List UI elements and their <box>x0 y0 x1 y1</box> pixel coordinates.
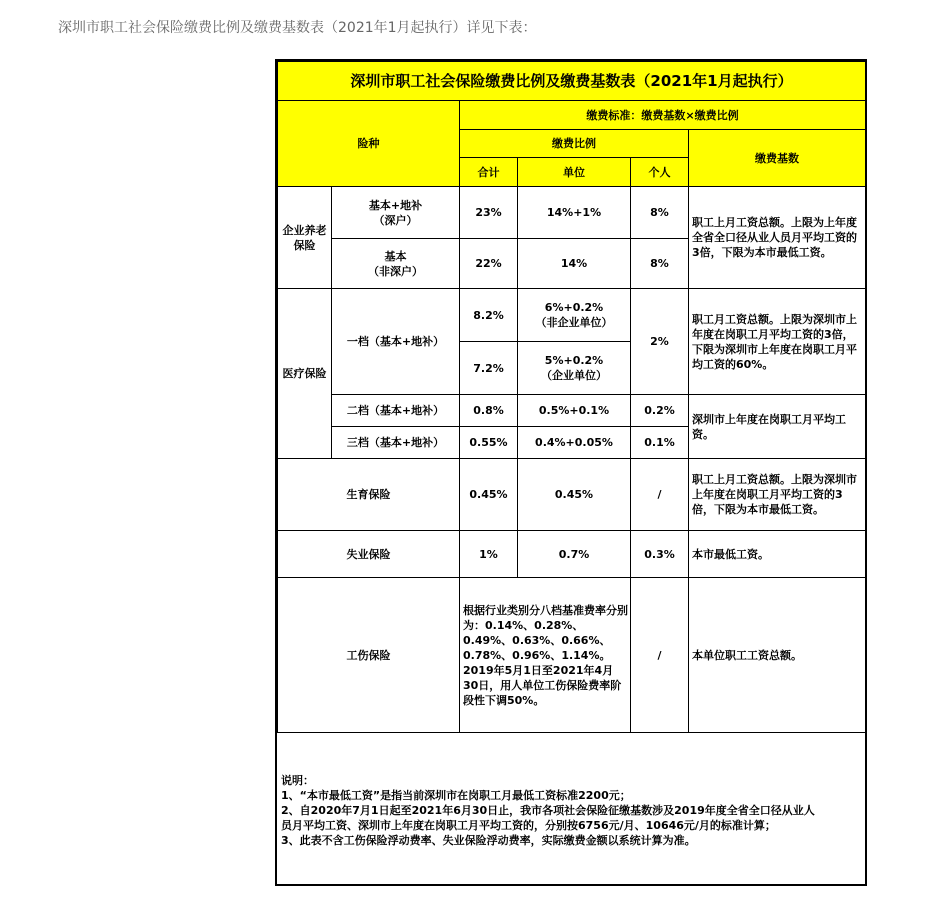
table-title: 深圳市职工社会保险缴费比例及缴费基数表（2021年1月起执行） <box>278 62 866 101</box>
maternity-unit: 0.45% <box>518 459 631 531</box>
medical-tier3-unit: 0.4%+0.05% <box>518 427 631 459</box>
pension-group: 企业养老保险 <box>278 187 332 289</box>
unemployment-total: 1% <box>460 531 518 578</box>
medical-group: 医疗保险 <box>278 289 332 459</box>
medical-tier1a-unit: 6%+0.2% （非企业单位） <box>518 289 631 342</box>
injury-label: 工伤保险 <box>278 578 460 733</box>
note-2a: 2、自2020年7月1日起至2021年6月30日止，我市各项社会保险征缴基数涉及2019年度全省全口径从业人 <box>281 804 815 817</box>
pension-row1-total: 23% <box>460 187 518 239</box>
header-personal: 个人 <box>631 158 689 187</box>
injury-personal: / <box>631 578 689 733</box>
note-2b: 员月平均工资、深圳市上年度在岗职工月平均工资的，分别按6756元/月、10646元/月的标准计算； <box>281 819 776 832</box>
table-row <box>278 187 866 239</box>
pension-row2-label: 基本 （非深户） <box>332 239 460 289</box>
unemployment-unit: 0.7% <box>518 531 631 578</box>
table-row <box>278 459 866 531</box>
injury-base: 本单位职工工资总额。 <box>689 578 866 733</box>
notes-heading: 说明： <box>281 774 314 787</box>
table-row <box>278 531 866 578</box>
header-standard: 缴费标准：缴费基数×缴费比例 <box>460 101 866 130</box>
medical-tier2-unit: 0.5%+0.1% <box>518 395 631 427</box>
pension-row1-unit: 14%+1% <box>518 187 631 239</box>
unemployment-base: 本市最低工资。 <box>689 531 866 578</box>
pension-row2-personal: 8% <box>631 239 689 289</box>
header-base: 缴费基数 <box>689 130 866 187</box>
medical-tier1a-total: 8.2% <box>460 289 518 342</box>
medical-tier1b-unit: 5%+0.2% （企业单位） <box>518 342 631 395</box>
medical-tier2-personal: 0.2% <box>631 395 689 427</box>
pension-row1-label: 基本+地补 （深户） <box>332 187 460 239</box>
header-unit: 单位 <box>518 158 631 187</box>
medical-tier1b-total: 7.2% <box>460 342 518 395</box>
unemployment-personal: 0.3% <box>631 531 689 578</box>
intro-text: 深圳市职工社会保险缴费比例及缴费基数表（2021年1月起执行）详见下表： <box>58 20 537 36</box>
pension-row1-personal: 8% <box>631 187 689 239</box>
medical-tier1-personal: 2% <box>631 289 689 395</box>
insurance-table <box>277 61 866 733</box>
header-insurance-type: 险种 <box>278 101 460 187</box>
table-row <box>278 289 866 342</box>
medical-tier3-label: 三档（基本+地补） <box>332 427 460 459</box>
maternity-personal: / <box>631 459 689 531</box>
medical-tier23-base: 深圳市上年度在岗职工月平均工资。 <box>689 395 866 459</box>
note-1: 1、“本市最低工资”是指当前深圳市在岗职工月最低工资标准2200元； <box>281 789 631 802</box>
maternity-label: 生育保险 <box>278 459 460 531</box>
pension-row2-unit: 14% <box>518 239 631 289</box>
header-ratio: 缴费比例 <box>460 130 689 158</box>
medical-tier1-label: 一档（基本+地补） <box>332 289 460 395</box>
maternity-total: 0.45% <box>460 459 518 531</box>
medical-tier1-base: 职工月工资总额。上限为深圳市上年度在岗职工月平均工资的3倍，下限为深圳市上年度在岗职工月平均工资的60%。 <box>689 289 866 395</box>
pension-base: 职工上月工资总额。上限为上年度全省全口径从业人员月平均工资的3倍，下限为本市最低工资。 <box>689 187 866 289</box>
maternity-base: 职工上月工资总额。上限为深圳市上年度在岗职工月平均工资的3倍，下限为本市最低工资。 <box>689 459 866 531</box>
header-total: 合计 <box>460 158 518 187</box>
medical-tier3-personal: 0.1% <box>631 427 689 459</box>
pension-row2-total: 22% <box>460 239 518 289</box>
note-3: 3、此表不含工伤保险浮动费率、失业保险浮动费率，实际缴费金额以系统计算为准。 <box>281 834 696 847</box>
medical-tier2-total: 0.8% <box>460 395 518 427</box>
unemployment-label: 失业保险 <box>278 531 460 578</box>
table-row <box>278 578 866 733</box>
notes-block <box>281 773 865 848</box>
injury-ratio: 根据行业类别分八档基准费率分别为：0.14%、0.28%、0.49%、0.63%、0.66%、0.78%、0.96%、1.14%。2019年5月1日至2021年4月30日，用人单位工伤保险费率阶段性下调50%。 <box>460 578 631 733</box>
insurance-table-sheet <box>275 59 867 886</box>
medical-tier3-total: 0.55% <box>460 427 518 459</box>
medical-tier2-label: 二档（基本+地补） <box>332 395 460 427</box>
table-row <box>278 395 866 427</box>
